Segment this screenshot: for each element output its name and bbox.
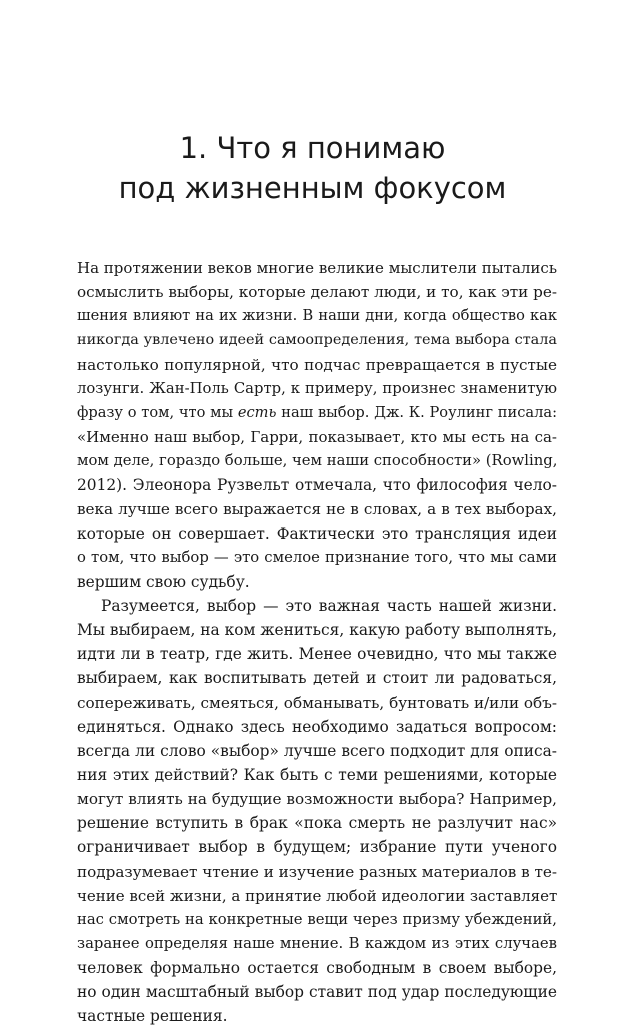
text-line: ограничивает выбор в будущем; избрание пути ученого	[77, 838, 557, 857]
text-line: заранее определяя наше мнение. В каждом из этих случаев	[77, 934, 557, 952]
text-line: чение всей жизни, а принятие любой идеологии заставляет	[77, 886, 558, 905]
text-line: никогда увлечено идеей самоопределения, тема выбора стала	[77, 332, 557, 349]
emphasis-word: есть	[237, 403, 277, 421]
paragraph-1	[77, 256, 557, 594]
text-line: которые он совершает. Фактически это трансляция идеи	[77, 524, 557, 543]
text-line: нас смотреть на конкретные вещи через призму убеждений,	[77, 910, 557, 928]
text-line: но один масштабный выбор ставит под удар последующие	[77, 983, 557, 1002]
text-line: шения влияют на их жизни. В наши дни, когда общество как	[77, 307, 557, 325]
text-line: ния этих действий? Как быть с теми решениями, которые	[77, 765, 557, 784]
text-line: Мы выбираем, на ком жениться, какую работу выполнять,	[77, 621, 557, 640]
chapter-title-line-1: 1. Что я понимаю	[179, 131, 446, 165]
text-line: века лучше всего выражается не в словах, а в тех выборах,	[77, 500, 557, 519]
chapter-body	[77, 256, 557, 1029]
text-line: частные решения.	[77, 1007, 228, 1026]
text-line: могут влиять на будущие возможности выбора? Например,	[77, 790, 557, 809]
text-line: всегда ли слово «выбор» лучше всего подходит для описа-	[77, 741, 557, 760]
text-line: осмыслить выборы, которые делают люди, и то, как эти ре-	[77, 283, 557, 302]
text-line: подразумевает чтение и изучение разных материалов в те-	[77, 862, 558, 881]
text-line: Разумеется, выбор — это важная часть нашей жизни.	[101, 596, 557, 615]
text-line: решение вступить в брак «пока смерть не разлучит нас»	[77, 814, 557, 833]
chapter-title-line-2: под жизненным фокусом	[118, 171, 507, 205]
text-line: На протяжении веков многие великие мыслители пытались	[77, 259, 557, 277]
text-line: 2012). Элеонора Рузвельт отмечала, что философия чело-	[77, 476, 557, 495]
text-line: вершим свою судьбу.	[77, 572, 250, 591]
text-line: сопереживать, смеяться, обманывать, бунтовать и/или объ-	[77, 693, 557, 712]
text-line: о том, что выбор — это смелое признание того, что мы сами	[77, 548, 557, 566]
text-line: мом деле, гораздо больше, чем наши способности» (Rowling,	[77, 452, 558, 470]
text-line: единяться. Однако здесь необходимо задаться вопросом:	[77, 717, 557, 736]
chapter-title	[0, 128, 625, 208]
paragraph-2	[77, 594, 557, 1029]
text-line: выбираем, как воспитывать детей и стоит ли радоваться,	[77, 669, 557, 688]
text-line-with-emphasis: фразу о том, что мы есть наш выбор. Дж. К. Роулинг писала:	[77, 403, 557, 421]
text-line: лозунги. Жан-Поль Сартр, к примеру, произнес знаменитую	[77, 379, 557, 397]
text-line: настолько популярной, что подчас превращается в пустые	[77, 355, 557, 374]
text-line: человек формально остается свободным в своем выборе,	[77, 959, 557, 978]
text-line: «Именно наш выбор, Гарри, показывает, кто мы есть на са-	[77, 427, 557, 446]
text-line: идти ли в театр, где жить. Менее очевидно, что мы также	[77, 645, 557, 664]
